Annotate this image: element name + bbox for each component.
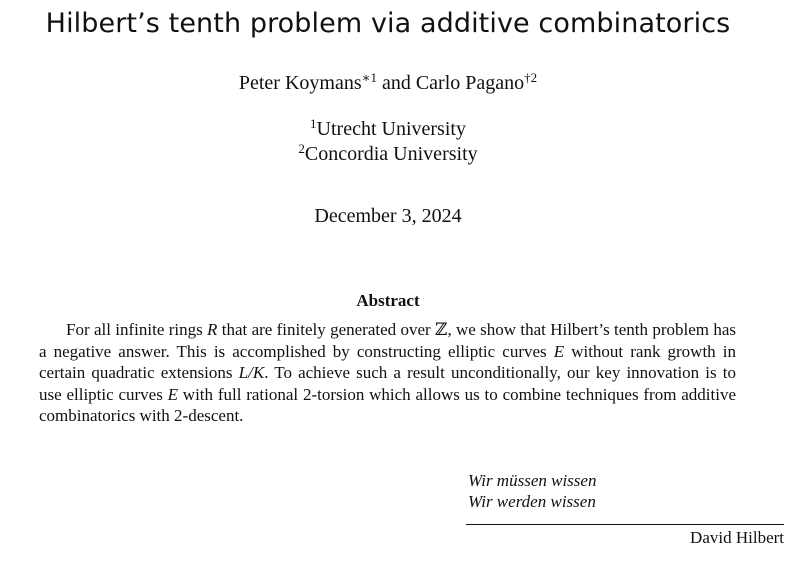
affiliation — [0, 118, 776, 141]
author-connector: and — [376, 72, 416, 94]
math-symbol: E — [553, 341, 565, 361]
author-name: Carlo Pagano — [415, 72, 525, 94]
epigraph-attribution: David Hilbert — [690, 528, 784, 547]
math-symbol: R — [207, 320, 218, 339]
affiliation-number: 2 — [298, 141, 305, 156]
affiliation-number: 1 — [310, 116, 317, 131]
abstract-text-run: without rank growth in certain quadratic extensions — [39, 341, 736, 383]
affiliation-name: Concordia University — [304, 143, 478, 165]
paper-date: December 3, 2024 — [314, 205, 462, 227]
abstract-text-run: with full rational 2-torsion which allows us to combine techniques from additive combinatorics with 2-descent. — [39, 384, 736, 426]
epigraph-divider — [466, 524, 784, 525]
author-line — [0, 72, 776, 95]
affiliation-name: Utrecht University — [316, 118, 466, 140]
abstract-text-run: For all infinite rings — [66, 320, 208, 339]
abstract-text-run: . To achieve such a result unconditionally, our key innovation is to use elliptic curves — [39, 363, 736, 404]
abstract-heading: Abstract — [356, 291, 420, 310]
abstract-text-run: that are finitely generated over — [217, 320, 436, 339]
author-footnote-mark: †2 — [524, 70, 538, 85]
abstract-text — [39, 319, 736, 427]
paper-title: Hilbert’s tenth problem via additive combinatorics — [45, 8, 731, 39]
math-symbol: ℤ — [435, 320, 448, 339]
abstract-text-run: , we show that Hilbert’s tenth problem has a negative answer. This is accomplished by constructing elliptic curves — [39, 320, 736, 361]
math-symbol: E — [167, 384, 179, 404]
author-footnote-mark: ∗1 — [361, 70, 377, 85]
epigraph-line: Wir müssen wissen — [468, 471, 597, 490]
epigraph-line: Wir werden wissen — [468, 492, 596, 511]
author-name: Peter Koymans — [238, 72, 362, 94]
affiliation — [0, 143, 776, 166]
math-symbol: L/K — [238, 363, 265, 383]
